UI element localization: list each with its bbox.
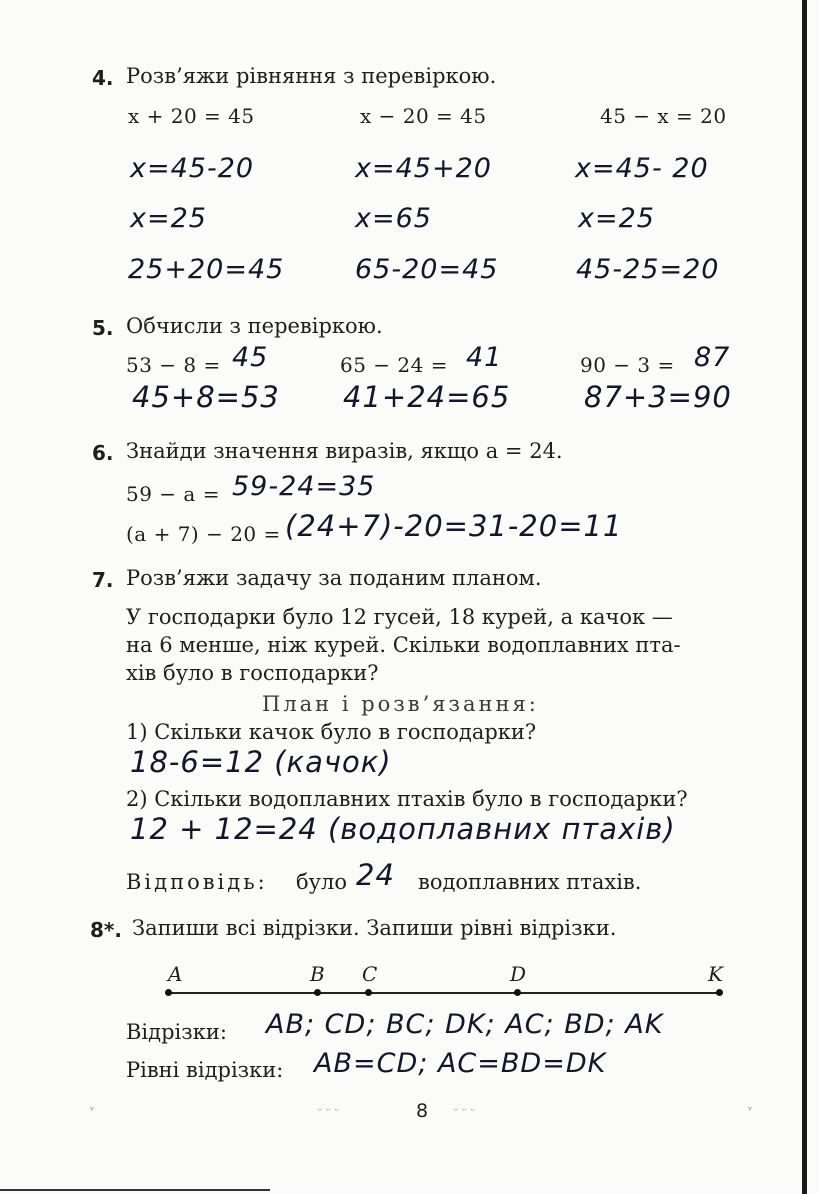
page-edge-shadow — [802, 0, 807, 1194]
task7-answer-pre: було — [296, 870, 347, 894]
task8-segments-value: AB; CD; BC; DK; AC; BD; AK — [266, 1009, 664, 1040]
task4-eq-1: x + 20 = 45 — [128, 104, 255, 128]
task5-expr-2: 65 − 24 = — [340, 353, 448, 377]
point-k-dot — [716, 989, 723, 996]
task7-answer-value: 24 — [356, 858, 395, 892]
task4-work-1-2: x=45+20 — [355, 153, 492, 184]
point-label-k: K — [708, 962, 723, 986]
task4-work-3-2: 65-20=45 — [355, 254, 499, 285]
segment-line — [168, 992, 721, 994]
task7-question-1: 1) Скільки качок було в господарки? — [126, 720, 537, 744]
task7-number: 7. — [92, 568, 114, 592]
task5-check-2: 41+24=65 — [343, 380, 511, 414]
task6-answer-2: (24+7)-20=31-20=11 — [285, 509, 623, 543]
task7-problem-line-2: на 6 менше, ніж курей. Скільки водоплавних пта- — [126, 633, 681, 657]
task5-check-1: 45+8=53 — [132, 380, 280, 414]
task7-answer-2: 12 + 12=24 (водоплавних птахів) — [130, 812, 676, 846]
page-number: 8 — [416, 1100, 429, 1122]
point-b-dot — [314, 989, 321, 996]
point-a-dot — [165, 989, 172, 996]
point-label-c: C — [362, 962, 378, 986]
task7-question-2: 2) Скільки водоплавних птахів було в господарки? — [126, 787, 688, 811]
task7-title: Розв’яжи задачу за поданим планом. — [126, 566, 542, 590]
task4-eq-2: x − 20 = 45 — [360, 104, 487, 128]
task8-title: Запиши всі відрізки. Запиши рівні відрізки. — [132, 916, 617, 940]
task4-number: 4. — [92, 66, 114, 90]
task4-title: Розв’яжи рівняння з перевіркою. — [126, 64, 497, 88]
task8-number: 8*. — [90, 918, 122, 942]
task6-expr-2: (a + 7) − 20 = — [126, 522, 281, 546]
bottom-edge-line — [0, 1189, 270, 1191]
task5-answer-2: 41 — [466, 342, 503, 373]
footer-ornament-left: ᵛ — [90, 1104, 95, 1117]
point-d-dot — [514, 989, 521, 996]
task6-title: Знайди значення виразів, якщо a = 24. — [126, 439, 563, 463]
task4-eq-3: 45 − x = 20 — [600, 104, 727, 128]
task5-check-3: 87+3=90 — [584, 380, 732, 414]
task5-title: Обчисли з перевіркою. — [126, 314, 383, 338]
task7-problem-line-3: хів було в господарки? — [126, 661, 379, 685]
task8-equal-label: Рівні відрізки: — [126, 1058, 284, 1082]
task8-segments-label: Відрізки: — [126, 1020, 227, 1044]
point-label-b: B — [310, 962, 325, 986]
task4-work-3-1: 25+20=45 — [128, 254, 285, 285]
point-label-a: A — [168, 962, 183, 986]
task5-answer-1: 45 — [232, 342, 269, 373]
task4-work-2-2: x=65 — [355, 203, 432, 234]
task5-expr-3: 90 − 3 = — [580, 353, 675, 377]
footer-ornament-center-right: ᵕᵕᵕ — [454, 1104, 479, 1117]
task7-plan-heading: План і розв’язання: — [262, 692, 539, 716]
task4-work-2-1: x=25 — [130, 203, 207, 234]
task5-number: 5. — [92, 316, 114, 340]
task4-work-3-3: 45-25=20 — [576, 254, 720, 285]
task7-answer-1: 18-6=12 (качок) — [130, 745, 392, 779]
task6-expr-1: 59 − a = — [126, 482, 220, 506]
task7-answer-label: Відповідь: — [126, 870, 268, 894]
point-c-dot — [365, 989, 372, 996]
point-label-d: D — [510, 962, 527, 986]
task7-answer-post: водоплавних птахів. — [418, 870, 642, 894]
footer-ornament-right: ᵛ — [748, 1104, 753, 1117]
task4-work-2-3: x=25 — [578, 203, 655, 234]
task8-equal-value: AB=CD; AC=BD=DK — [314, 1048, 607, 1079]
task5-expr-1: 53 − 8 = — [126, 353, 221, 377]
task4-work-1-1: x=45-20 — [130, 153, 255, 184]
task6-answer-1: 59-24=35 — [232, 471, 376, 502]
task6-number: 6. — [92, 441, 114, 465]
footer-ornament-center-left: ᵕᵕᵕ — [318, 1104, 343, 1117]
task4-work-1-3: x=45- 20 — [575, 153, 709, 184]
task5-answer-3: 87 — [694, 342, 731, 373]
task7-problem-line-1: У господарки було 12 гусей, 18 курей, а качок — — [126, 605, 673, 629]
